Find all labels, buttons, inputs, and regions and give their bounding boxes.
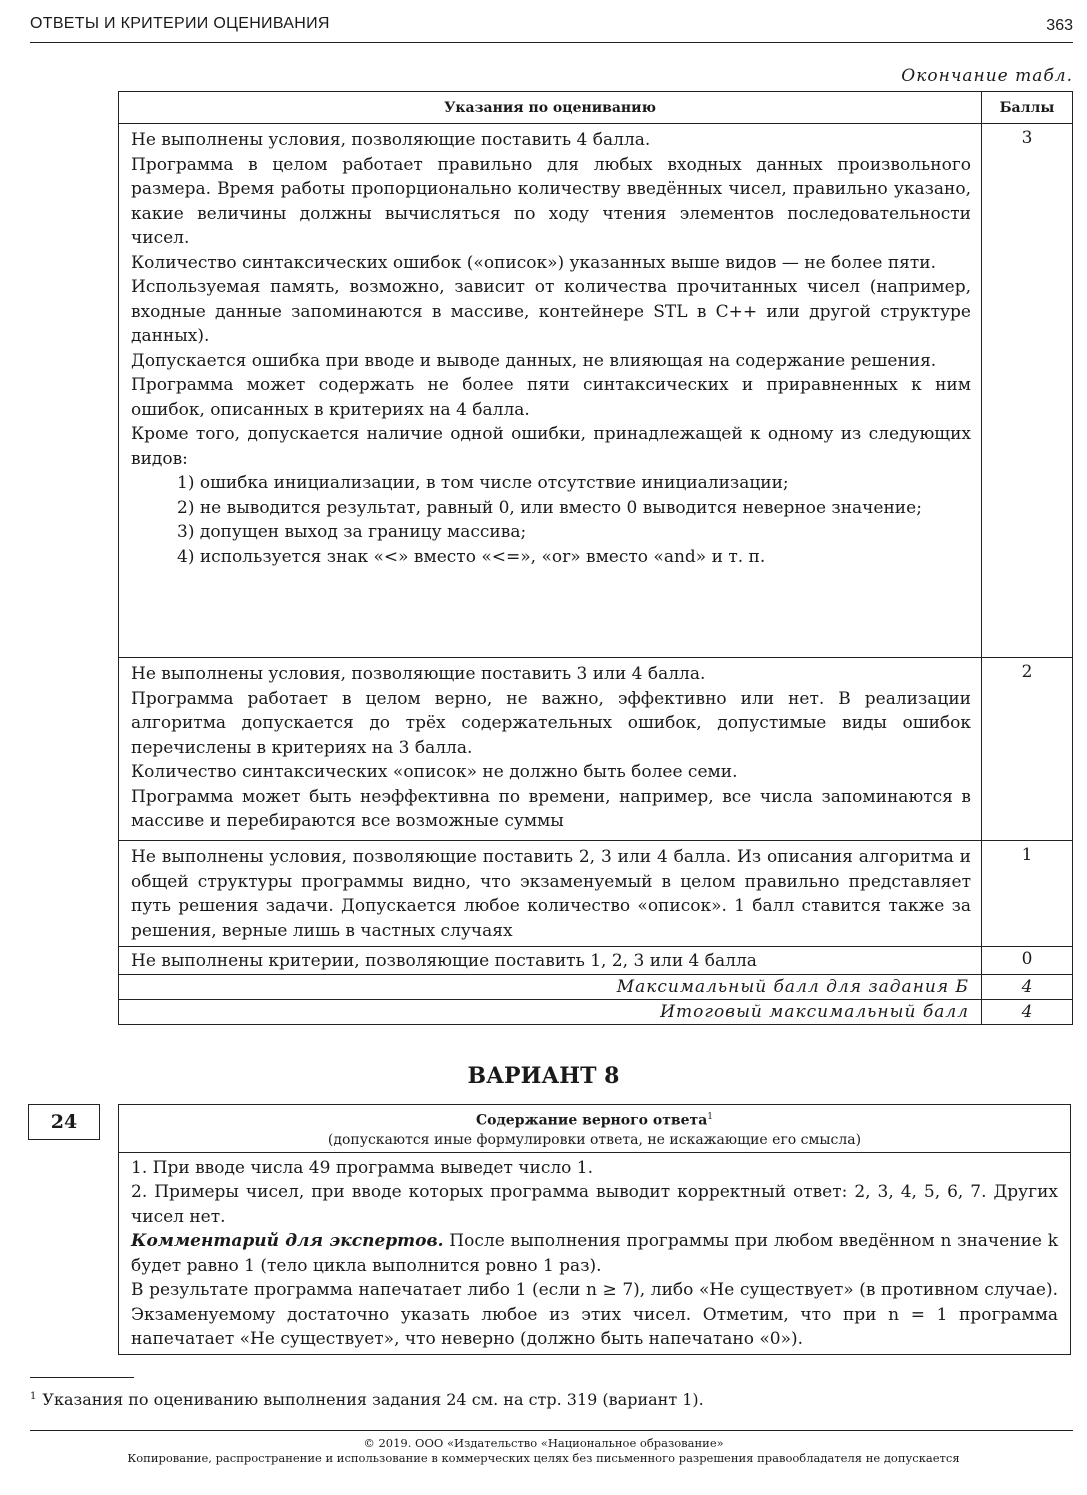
max-total-score-label: Итоговый максимальный балл [119, 1000, 982, 1025]
answer-header-subtitle: (допускаются иные формулировки ответа, не искажающие его смысла) [327, 1131, 862, 1148]
criteria-paragraph: Программа работает в целом верно, не важно, эффективно или нет. В реализации алгоритма допускается до трёх содержательных ошибок, допустимые виды ошибок перечислены в критериях на 3 балла. [131, 688, 971, 758]
answer-header-title: Содержание верного ответа [475, 1112, 708, 1129]
task-number-box: 24 [28, 1104, 100, 1140]
max-task-score-row [119, 975, 1073, 1000]
answer-comment [131, 1229, 1058, 1278]
col-instructions-header: Указания по оцениванию [119, 92, 982, 124]
footnote-separator [30, 1377, 134, 1378]
criteria-row-2-points [119, 658, 1073, 841]
answer-paragraph: В результате программа напечатает либо 1 (если n ≥ 7), либо «Не существует» (в противном случае). Экзаменуемому достаточно указать любое из этих чисел. Отметим, что при n = 1 программа напечатает «Не существует», что неверно (должно быть напечатано «0»). [131, 1280, 1058, 1350]
criteria-text [119, 124, 982, 658]
footnote-mark: 1 [30, 1390, 37, 1402]
criteria-row-0-points [119, 947, 1073, 975]
criteria-paragraph: Программа может содержать не более пяти синтаксических и приравненных к ним ошибок, описанных в критериях на 4 балла. [131, 375, 971, 420]
criteria-paragraph: Программа в целом работает правильно для любых входных данных произвольного размера. Время работы пропорционально количеству введённых чисел, правильно указано, какие величины должны вычисляться по ходу чтения элементов последовательности чисел. [131, 154, 971, 248]
copyright-line: © 2019. ООО «Издательство «Национальное образование» [363, 1436, 724, 1450]
max-task-score-value: 4 [982, 975, 1073, 1000]
page-number: 363 [1046, 17, 1073, 34]
variant-title: ВАРИАНТ 8 [467, 1063, 620, 1089]
points-value: 2 [982, 658, 1073, 841]
footnote [30, 1390, 704, 1409]
criteria-paragraph: Количество синтаксических ошибок («описок») указанных выше видов — не более пяти. [131, 252, 937, 273]
criteria-paragraph: Допускается ошибка при вводе и выводе данных, не влияющая на содержание решения. [131, 350, 937, 371]
criteria-list-item: 4) используется знак «<» вместо «<=», «or» вместо «and» и т. п. [177, 546, 766, 567]
criteria-table [118, 91, 1073, 1025]
max-total-score-row [119, 1000, 1073, 1025]
answer-paragraph: 2. Примеры чисел, при вводе которых программа выводит корректный ответ: 2, 3, 4, 5, 6, 7. Других чисел нет. [131, 1182, 1058, 1227]
answer-content-row [119, 1152, 1071, 1354]
criteria-text: Не выполнены условия, позволяющие поставить 2, 3 или 4 балла. Из описания алгоритма и общей структуры программы видно, что экзаменуемый в целом правильно представляет путь решения задачи. Допускается любое количество «описок». 1 балл ставится также за решения, верные лишь в частных случаях [119, 841, 982, 947]
footer-rule [30, 1430, 1073, 1431]
copyright-line: Копирование, распространение и использование в коммерческих целях без письменного разрешения правообладателя не допускается [127, 1451, 960, 1465]
answer-header-cell [119, 1105, 1071, 1153]
criteria-paragraph: Используемая память, возможно, зависит от количества прочитанных чисел (например, входные данные запоминаются в массиве, контейнере STL в C++ или другой структуре данных). [131, 277, 971, 346]
running-title: ОТВЕТЫ И КРИТЕРИИ ОЦЕНИВАНИЯ [30, 15, 330, 32]
table-continuation-note: Окончание табл. [901, 66, 1073, 86]
max-total-score-value: 4 [982, 1000, 1073, 1025]
criteria-text [119, 658, 982, 841]
footnote-text: Указания по оцениванию выполнения задания 24 см. на стр. 319 (вариант 1). [42, 1390, 704, 1409]
page-header [30, 6, 1073, 43]
points-value: 3 [982, 124, 1073, 658]
criteria-paragraph: Кроме того, допускается наличие одной ошибки, принадлежащей к одному из следующих видов: [131, 424, 971, 469]
criteria-paragraph: Не выполнены условия, позволяющие поставить 3 или 4 балла. [131, 664, 706, 684]
criteria-text: Не выполнены критерии, позволяющие поставить 1, 2, 3 или 4 балла [119, 947, 982, 975]
criteria-table-header [119, 92, 1073, 124]
criteria-list-item: 1) ошибка инициализации, в том числе отсутствие инициализации; [177, 473, 789, 493]
answer-table [118, 1104, 1071, 1355]
answer-table-header [119, 1105, 1071, 1153]
criteria-paragraph: Программа может быть неэффективна по времени, например, все числа запоминаются в массиве и перебираются все возможные суммы [131, 786, 971, 831]
criteria-list-item: 2) не выводится результат, равный 0, или вместо 0 выводится неверное значение; [177, 497, 922, 518]
copyright-notice [0, 1436, 1087, 1466]
answer-content [119, 1152, 1071, 1354]
criteria-list-item: 3) допущен выход за границу массива; [177, 522, 527, 542]
criteria-row-1-point [119, 841, 1073, 947]
points-value: 0 [982, 947, 1073, 975]
footnote-ref: 1 [707, 1112, 714, 1122]
criteria-row-3-points [119, 124, 1073, 658]
comment-text: После выполнения программы при любом введённом n значение k будет равно 1 (тело цикла выполнится ровно 1 раз). [131, 1231, 1058, 1276]
col-points-header: Баллы [982, 92, 1073, 124]
criteria-paragraph: Количество синтаксических «описок» не должно быть более семи. [131, 762, 738, 782]
points-value: 1 [982, 841, 1073, 947]
answer-paragraph: 1. При вводе числа 49 программа выведет число 1. [131, 1157, 594, 1178]
max-task-score-label: Максимальный балл для задания Б [119, 975, 982, 1000]
comment-label: Комментарий для экспертов. [131, 1231, 444, 1252]
criteria-paragraph: Не выполнены условия, позволяющие поставить 4 балла. [131, 130, 651, 150]
